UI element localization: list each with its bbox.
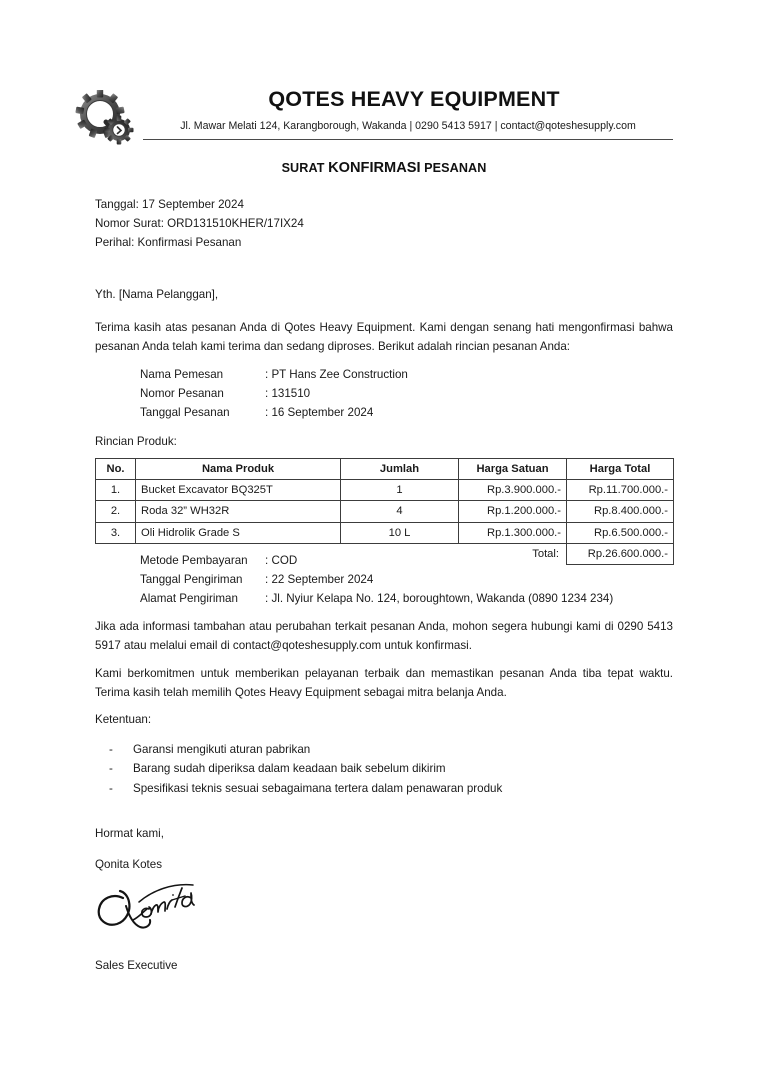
terms-title: Ketentuan: bbox=[95, 713, 152, 726]
order-detail-value: : 16 September 2024 bbox=[265, 405, 374, 419]
company-contact-line: Jl. Mawar Melati 124, Karangborough, Wakanda | 0290 5413 5917 | contact@qoteshesupply.com bbox=[143, 119, 673, 140]
cell-total-price: Rp.8.400.000.- bbox=[567, 501, 674, 522]
column-header-unit: Harga Satuan bbox=[459, 459, 567, 480]
signature-closing: Hormat kami, bbox=[95, 827, 164, 840]
meta-tanggal: Tanggal: 17 September 2024 bbox=[95, 198, 244, 211]
document-title-strong: KONFIRMASI bbox=[328, 160, 421, 176]
order-detail-key: Nama Pemesan bbox=[140, 368, 224, 381]
total-value: Rp.26.600.000.- bbox=[567, 543, 674, 564]
meta-perihal: Perihal: Konfirmasi Pesanan bbox=[95, 235, 242, 249]
terms-marker: - bbox=[109, 762, 113, 776]
cell-name: Bucket Excavator BQ325T bbox=[136, 480, 341, 501]
order-detail-value: : 131510 bbox=[265, 386, 311, 400]
cell-unit-price: Rp.1.300.000.- bbox=[459, 522, 567, 543]
cell-total-price: Rp.11.700.000.- bbox=[567, 480, 674, 501]
table-row bbox=[96, 480, 674, 501]
terms-marker: - bbox=[109, 743, 113, 756]
rincian-produk-label: Rincian Produk: bbox=[95, 435, 177, 448]
cell-unit-price: Rp.3.900.000.- bbox=[459, 480, 567, 501]
column-header-no: No. bbox=[96, 459, 136, 480]
total-label: Total: bbox=[532, 548, 559, 561]
column-header-total: Harga Total bbox=[567, 459, 674, 480]
terms-text: Garansi mengikuti aturan pabrikan bbox=[133, 743, 311, 756]
order-details-list bbox=[140, 366, 408, 422]
document-title bbox=[95, 160, 673, 176]
meta-nomor-surat: Nomor Surat: ORD131510KHER/17IX24 bbox=[95, 216, 304, 230]
list-item bbox=[140, 404, 408, 423]
table-row bbox=[96, 501, 674, 522]
column-header-qty: Jumlah bbox=[341, 459, 459, 480]
signature-name: Qonita Kotes bbox=[95, 858, 163, 871]
document-title-suffix: PESANAN bbox=[420, 161, 487, 175]
cell-qty: 4 bbox=[341, 501, 459, 522]
cell-no: 2. bbox=[96, 501, 136, 522]
terms-text: Spesifikasi teknis sesuai sebagaimana tertera dalam penawaran produk bbox=[133, 781, 503, 795]
shipping-detail-key: Metode Pembayaran bbox=[140, 554, 248, 567]
product-table bbox=[95, 458, 674, 565]
shipping-detail-value: : COD bbox=[265, 554, 298, 567]
list-item bbox=[95, 779, 502, 798]
list-item bbox=[140, 590, 613, 609]
contact-paragraph: Jika ada informasi tambahan atau perubahan terkait pesanan Anda, mohon segera hubungi kami di 0290 5413 5917 atau melalui email di contact@qoteshesupply.com untuk konfirmasi. bbox=[95, 620, 673, 652]
shipping-detail-key: Alamat Pengiriman bbox=[140, 591, 238, 605]
terms-marker: - bbox=[109, 781, 113, 795]
column-header-name: Nama Produk bbox=[136, 459, 341, 480]
document-title-prefix: SURAT bbox=[281, 161, 329, 175]
order-detail-key: Nomor Pesanan bbox=[140, 386, 224, 400]
order-detail-key: Tanggal Pesanan bbox=[140, 405, 230, 419]
list-item bbox=[95, 759, 502, 778]
cell-name: Roda 32” WH32R bbox=[136, 501, 341, 522]
salutation: Yth. [Nama Pelanggan], bbox=[95, 288, 219, 301]
company-name: QOTES HEAVY EQUIPMENT bbox=[268, 87, 560, 111]
shipping-details-list bbox=[140, 552, 613, 608]
cell-total-price: Rp.6.500.000.- bbox=[567, 522, 674, 543]
handwritten-signature-qonita bbox=[93, 876, 205, 938]
cell-unit-price: Rp.1.200.000.- bbox=[459, 501, 567, 522]
product-table-wrapper bbox=[95, 458, 673, 565]
cell-no: 1. bbox=[96, 480, 136, 501]
terms-list bbox=[95, 740, 502, 798]
intro-paragraph: Terima kasih atas pesanan Anda di Qotes Heavy Equipment. Kami dengan senang hati mengonfirmasi bahwa pesanan Anda telah kami terima dan sedang diproses. Berikut adalah rincian pesanan Anda: bbox=[95, 321, 673, 353]
list-item bbox=[140, 571, 613, 590]
shipping-detail-value: : Jl. Nyiur Kelapa No. 124, boroughtown, Wakanda (0890 1234 234) bbox=[265, 591, 614, 605]
gear-logo-icon bbox=[71, 88, 143, 150]
table-header-row bbox=[96, 459, 674, 480]
table-row bbox=[96, 522, 674, 543]
list-item bbox=[140, 366, 408, 385]
shipping-detail-key: Tanggal Pengiriman bbox=[140, 572, 243, 586]
document-meta bbox=[95, 196, 304, 252]
cell-qty: 10 L bbox=[341, 522, 459, 543]
list-item bbox=[140, 385, 408, 404]
signature-role: Sales Executive bbox=[95, 959, 178, 972]
shipping-detail-value: : 22 September 2024 bbox=[265, 572, 374, 586]
letterhead bbox=[95, 88, 673, 150]
list-item bbox=[95, 740, 502, 759]
order-detail-value: : PT Hans Zee Construction bbox=[265, 368, 408, 381]
commitment-paragraph: Kami berkomitmen untuk memberikan pelayanan terbaik dan memastikan pesanan Anda tiba tepat waktu. Terima kasih telah memilih Qotes Heavy Equipment sebagai mitra belanja Anda. bbox=[95, 667, 673, 699]
cell-name: Oli Hidrolik Grade S bbox=[136, 522, 341, 543]
cell-no: 3. bbox=[96, 522, 136, 543]
list-item bbox=[140, 552, 613, 571]
terms-text: Barang sudah diperiksa dalam keadaan baik sebelum dikirim bbox=[133, 762, 446, 776]
cell-qty: 1 bbox=[341, 480, 459, 501]
